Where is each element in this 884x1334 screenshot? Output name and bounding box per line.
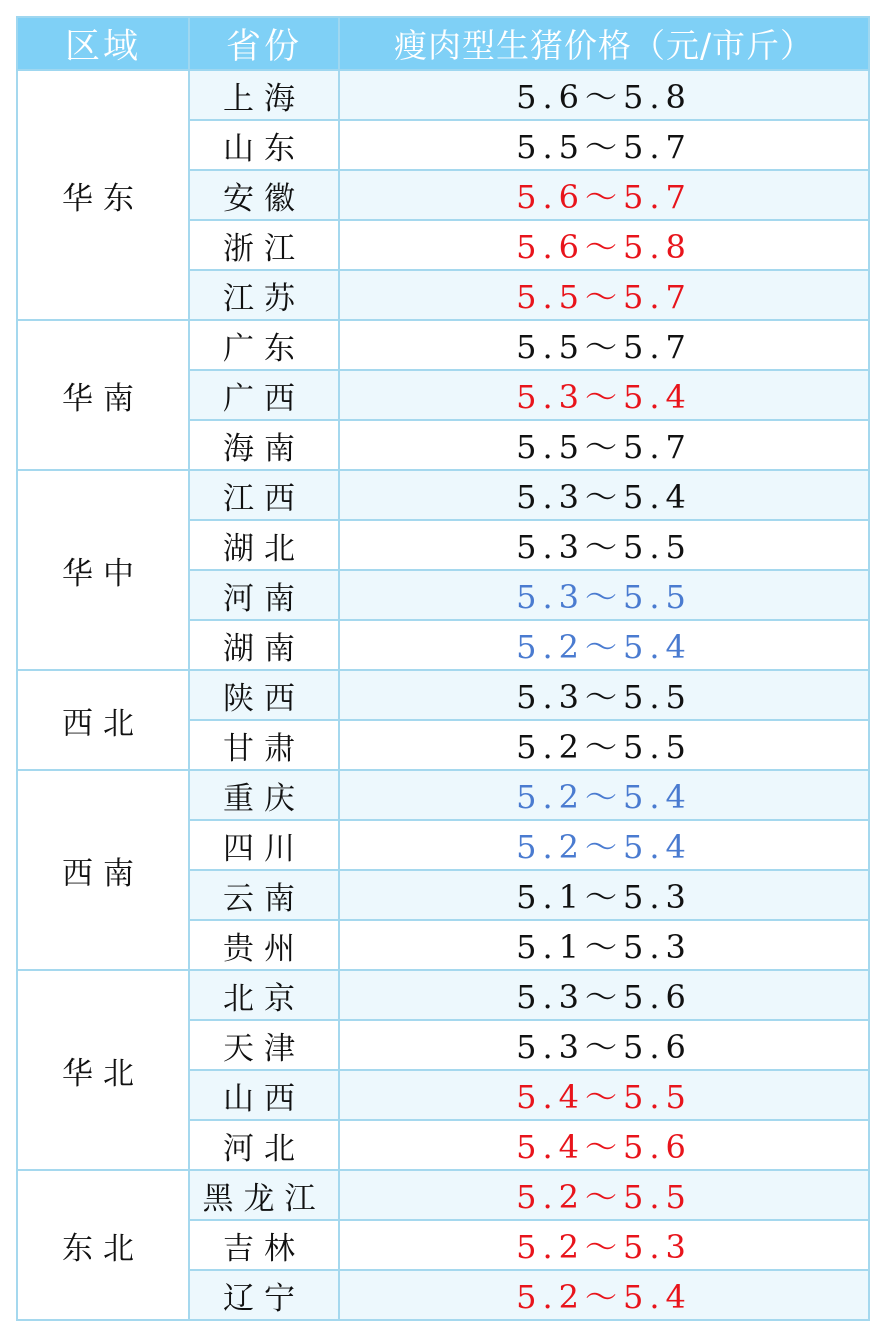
header-province: 省份 [189,17,339,70]
price-cell: 5.3～5.4 [339,370,869,420]
price-cell: 5.3～5.5 [339,520,869,570]
province-cell: 山西 [189,1070,339,1120]
province-cell: 湖南 [189,620,339,670]
price-cell: 5.2～5.4 [339,620,869,670]
price-cell: 5.3～5.5 [339,570,869,620]
province-cell: 四川 [189,820,339,870]
price-cell: 5.5～5.7 [339,270,869,320]
region-cell: 华北 [17,970,189,1170]
header-price: 瘦肉型生猪价格（元/市斤） [339,17,869,70]
table-row [17,70,869,120]
price-cell: 5.2～5.4 [339,820,869,870]
province-cell: 浙江 [189,220,339,270]
price-cell: 5.2～5.4 [339,1270,869,1320]
price-cell: 5.5～5.7 [339,120,869,170]
table-row [17,670,869,720]
price-cell: 5.1～5.3 [339,920,869,970]
table-row [17,320,869,370]
price-cell: 5.1～5.3 [339,870,869,920]
price-cell: 5.4～5.5 [339,1070,869,1120]
province-cell: 广东 [189,320,339,370]
province-cell: 山东 [189,120,339,170]
price-cell: 5.3～5.5 [339,670,869,720]
region-cell: 华中 [17,470,189,670]
header-row [17,17,869,70]
province-cell: 吉林 [189,1220,339,1270]
province-cell: 江西 [189,470,339,520]
price-cell: 5.4～5.6 [339,1120,869,1170]
price-cell: 5.6～5.8 [339,70,869,120]
province-cell: 安徽 [189,170,339,220]
price-cell: 5.6～5.8 [339,220,869,270]
province-cell: 贵州 [189,920,339,970]
region-cell: 华东 [17,70,189,320]
table-body [17,70,869,1320]
province-cell: 河南 [189,570,339,620]
price-cell: 5.3～5.6 [339,970,869,1020]
province-cell: 北京 [189,970,339,1020]
province-cell: 陕西 [189,670,339,720]
province-cell: 海南 [189,420,339,470]
table-row [17,470,869,520]
region-cell: 西南 [17,770,189,970]
price-cell: 5.5～5.7 [339,320,869,370]
province-cell: 广西 [189,370,339,420]
price-cell: 5.2～5.3 [339,1220,869,1270]
province-cell: 黑龙江 [189,1170,339,1220]
price-cell: 5.5～5.7 [339,420,869,470]
table-row [17,970,869,1020]
price-cell: 5.3～5.6 [339,1020,869,1070]
table-row [17,1170,869,1220]
price-cell: 5.6～5.7 [339,170,869,220]
header-region: 区域 [17,17,189,70]
province-cell: 甘肃 [189,720,339,770]
province-cell: 辽宁 [189,1270,339,1320]
region-cell: 华南 [17,320,189,470]
province-cell: 天津 [189,1020,339,1070]
region-cell: 西北 [17,670,189,770]
price-cell: 5.2～5.5 [339,1170,869,1220]
province-cell: 上海 [189,70,339,120]
province-cell: 湖北 [189,520,339,570]
table-row [17,770,869,820]
province-cell: 江苏 [189,270,339,320]
region-cell: 东北 [17,1170,189,1320]
price-cell: 5.2～5.4 [339,770,869,820]
province-cell: 河北 [189,1120,339,1170]
price-cell: 5.2～5.5 [339,720,869,770]
pig-price-table [16,16,870,1321]
province-cell: 重庆 [189,770,339,820]
province-cell: 云南 [189,870,339,920]
price-cell: 5.3～5.4 [339,470,869,520]
